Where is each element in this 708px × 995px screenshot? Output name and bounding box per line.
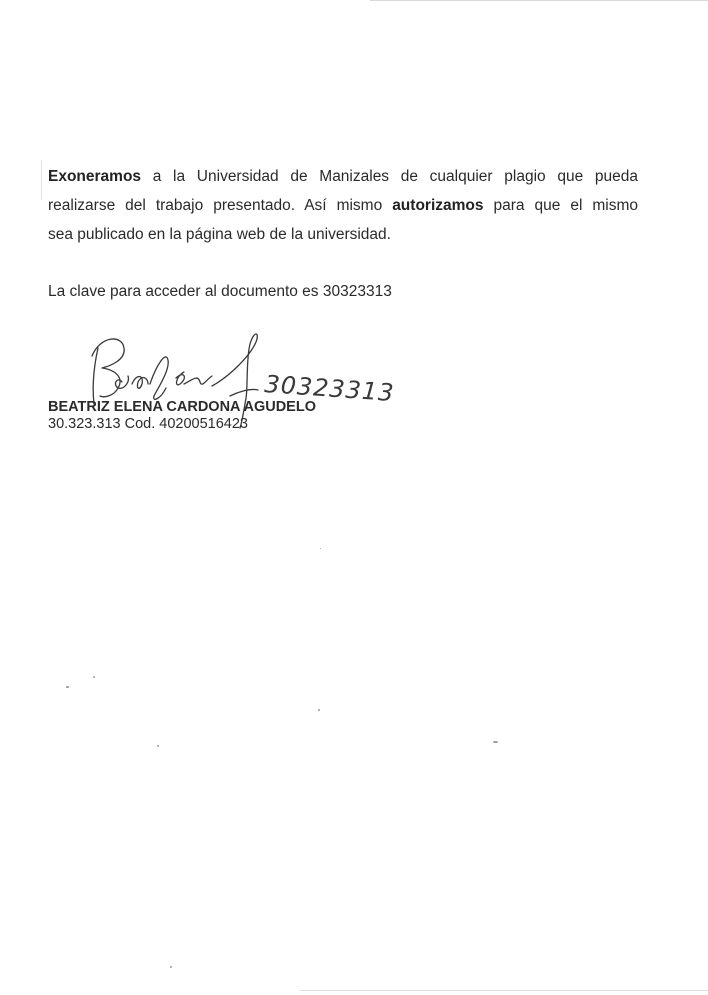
paragraph-line-2 [48,191,638,220]
paragraph-line-2-start: realizarse del trabajo presentado. Así mismo [48,197,393,214]
scan-speck [170,966,172,968]
scan-edge-left [41,160,42,200]
access-key-line: La clave para acceder al documento es 30323313 [48,283,392,300]
exoneration-paragraph [48,162,638,249]
paragraph-line-2-rest: para que el mismo [483,197,638,214]
signer-name: BEATRIZ ELENA CARDONA AGUDELO [48,399,316,415]
scan-speck [318,709,320,711]
scan-speck [93,676,95,678]
exoneramos-bold: Exoneramos [48,168,142,185]
handwritten-number: 30323313 [263,370,396,408]
scan-edge-top [370,0,708,1]
scan-edge-bottom [300,990,708,991]
scan-speck [157,745,159,747]
paragraph-line-3: sea publicado en la página web de la universidad. [48,226,391,243]
scan-speck [493,741,498,743]
scan-speck [320,548,321,549]
scan-speck [66,686,69,688]
paragraph-line-1-rest: a la Universidad de Manizales de cualquier plagio que pueda [141,168,638,185]
signer-id-line: 30.323.313 Cod. 40200516423 [48,416,248,432]
autorizamos-bold: autorizamos [392,197,484,214]
handwritten-signature [80,326,425,466]
paragraph-line-1 [48,162,638,191]
